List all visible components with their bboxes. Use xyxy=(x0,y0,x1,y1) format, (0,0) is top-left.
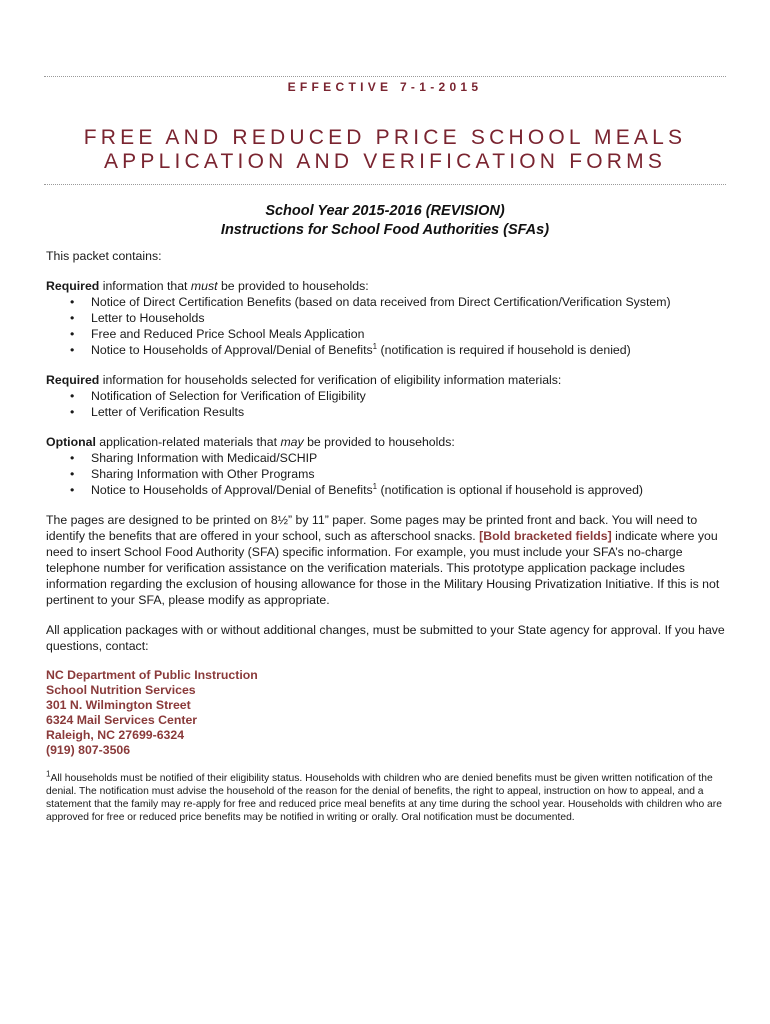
may-emphasis: may xyxy=(280,435,304,449)
required-label: Required xyxy=(46,373,100,387)
optional-list xyxy=(46,450,726,498)
subtitle xyxy=(0,202,770,240)
optional-heading: Optional application-related materials that may be provided to households: xyxy=(46,435,455,449)
footnote-ref: 1 xyxy=(372,481,378,491)
contact-address xyxy=(46,668,726,758)
list-item: • Letter of Verification Results xyxy=(46,404,726,420)
list-item: • Sharing Information with Other Programs xyxy=(46,466,726,482)
title-line-1: FREE AND REDUCED PRICE SCHOOL MEALS xyxy=(83,126,687,149)
title-line-2: APPLICATION AND VERIFICATION FORMS xyxy=(103,150,667,173)
verification-list xyxy=(46,388,726,420)
printing-paragraph: The pages are designed to be printed on 8½” by 11” paper. Some pages may be printed front and back. You will need to identify the benefits that are offered in your school, such as afterschool snacks. [Bold bracketed fields] indicate where you need to insert School Food Authority (SFA) specific information. For example, you must include your SFA’s no-charge telephone number for verification assistance on the verification materials. This prototype application package includes information regarding the exclusion of housing allowance for those in the Military Housing Privatization Initiative. If this is not pertinent to your SFA, please modify as appropriate. xyxy=(46,513,720,607)
required-heading: Required information that must be provided to households: xyxy=(46,279,369,293)
list-item: • Letter to Households xyxy=(46,310,726,326)
required-label: Required xyxy=(46,279,100,293)
list-item: • Notice of Direct Certification Benefits (based on data received from Direct Certification/Verification System) xyxy=(46,294,726,310)
bracketed-fields-note: [Bold bracketed fields] xyxy=(479,529,612,543)
optional-label: Optional xyxy=(46,435,96,449)
title-divider xyxy=(44,184,726,185)
list-item: • Notice to Households of Approval/Denial of Benefits$^1$ (notification is required if household is denied) xyxy=(46,342,726,358)
contact-line: School Nutrition Services xyxy=(46,683,196,697)
must-emphasis: must xyxy=(190,279,218,293)
list-item: • Free and Reduced Price School Meals Application xyxy=(46,326,726,342)
intro-text: This packet contains: xyxy=(46,249,162,263)
contact-line: 6324 Mail Services Center xyxy=(46,713,198,727)
contact-line: NC Department of Public Instruction xyxy=(46,668,258,682)
contact-phone: (919) 807-3506 xyxy=(46,743,131,757)
top-divider xyxy=(44,76,726,77)
contact-line: Raleigh, NC 27699-6324 xyxy=(46,728,185,742)
verification-heading: Required information for households selected for verification of eligibility information materials: xyxy=(46,373,562,387)
body-content xyxy=(46,248,726,824)
instructions-heading: Instructions for School Food Authorities (SFAs) xyxy=(220,222,550,238)
required-list xyxy=(46,294,726,358)
footnote-ref: 1 xyxy=(372,341,378,351)
school-year: School Year 2015-2016 (REVISION) xyxy=(265,203,505,219)
list-item: • Notice to Households of Approval/Denial of Benefits$^1$ (notification is optional if household is approved) xyxy=(46,482,726,498)
effective-date: EFFECTIVE 7-1-2015 xyxy=(287,80,483,94)
list-item: • Notification of Selection for Verification of Eligibility xyxy=(46,388,726,404)
list-item: • Sharing Information with Medicaid/SCHIP xyxy=(46,450,726,466)
contact-line: 301 N. Wilmington Street xyxy=(46,698,191,712)
footnote: $^1$All households must be notified of their eligibility status. Households with children who are denied benefits must be given written notification of the denial. The notification must advise the household of the reason for the denial of benefits, the right to appeal, instruction on how to appeal, and a statement that the family may re-apply for free and reduced price meal benefits at any time during the school year. Households with children who are approved for free or reduced price benefits may be notified in writing or orally. Oral notification must be documented. xyxy=(46,769,722,823)
footnote-mark: 1 xyxy=(46,769,51,779)
page-title xyxy=(0,126,770,174)
approval-paragraph: All application packages with or without additional changes, must be submitted to your State agency for approval. If you have questions, contact: xyxy=(46,623,725,653)
